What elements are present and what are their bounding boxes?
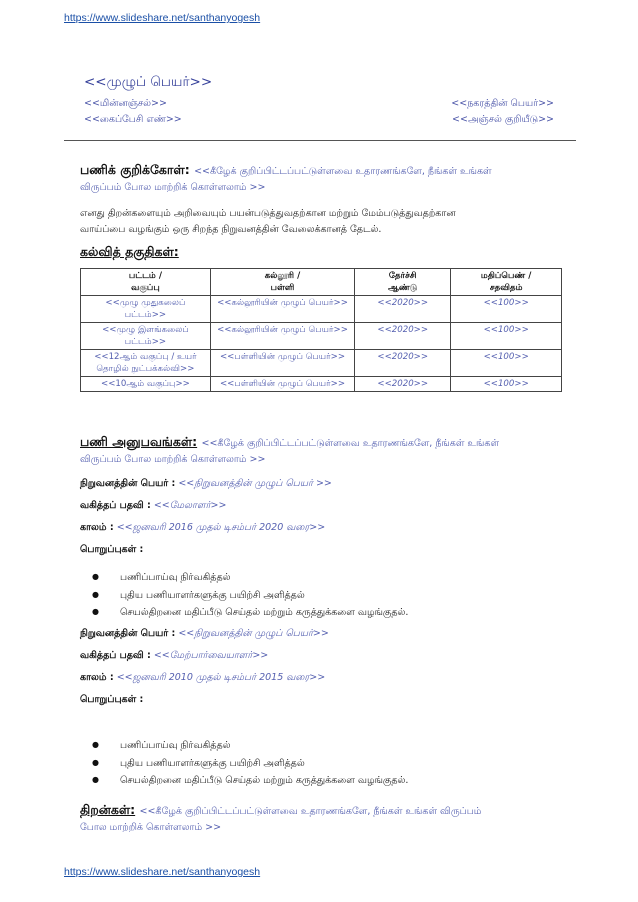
col-score [451, 269, 562, 296]
col-score-l2: சதவிதம் [489, 283, 523, 293]
job2-resp-label [80, 694, 143, 706]
experience-heading-text: பணி அனுபவங்கள்: [80, 434, 198, 449]
education-heading-text: கல்வித் தகுதிகள்: [80, 244, 179, 259]
school-cell: <<கல்லூரியின் முழுப் பெயர்>> [210, 296, 354, 323]
col-year [355, 269, 451, 296]
header-divider [64, 140, 576, 141]
score-cell: <<100>> [451, 377, 562, 392]
job1-period-value: <<ஜனவரி 2016 முதல் டிசம்பர் 2020 வரை>> [116, 522, 326, 533]
skills-heading-text: திறன்கள்: [80, 802, 136, 817]
score-cell: <<100>> [451, 323, 562, 350]
col-degree-l1: பட்டம் / [128, 271, 162, 281]
job2-org-label: நிறுவனத்தின் பெயர் : [80, 628, 176, 639]
school-cell: <<கல்லூரியின் முழுப் பெயர்>> [210, 323, 354, 350]
job2-role-label: வகித்தப் பதவி : [80, 650, 151, 661]
skills-heading [80, 802, 481, 819]
objective-note: <<கீழேக் குறிப்பிட்டப்பட்டுள்ளவை உதாரணங்களே, நீங்கள் உங்கள் [194, 166, 492, 177]
table-row [81, 323, 562, 350]
job1-role-value: <<மேலாளர்>> [153, 500, 227, 511]
objective-heading [80, 162, 492, 179]
list-item: ● புதிய பணியாளர்களுக்கு பயிற்சி அளித்தல் [92, 758, 408, 776]
school-cell: <<பள்ளியின் முழுப் பெயர்>> [210, 377, 354, 392]
job1-resp-list [92, 572, 408, 625]
year-cell: <<2020>> [355, 323, 451, 350]
col-degree [81, 269, 211, 296]
job1-org [80, 478, 332, 490]
pincode: <<அஞ்சல் குறியீடு>> [452, 114, 554, 125]
job1-org-label: நிறுவனத்தின் பெயர் : [80, 478, 176, 489]
table-row [81, 296, 562, 323]
city: <<நகரத்தின் பெயர்>> [451, 98, 554, 109]
col-school [210, 269, 354, 296]
email: <<மின்னஞ்சல்>> [84, 98, 167, 109]
job1-role [80, 500, 226, 512]
table-header-row [81, 269, 562, 296]
list-item: ● புதிய பணியாளர்களுக்கு பயிற்சி அளித்தல் [92, 590, 408, 608]
job2-role [80, 650, 268, 662]
experience-note-cont: விருப்பம் போல மாற்றிக் கொள்ளலாம் >> [80, 454, 266, 465]
table-row [81, 377, 562, 392]
job2-role-value: <<மேற்பார்வையாளர்>> [153, 650, 269, 661]
job2-resp-list [92, 740, 408, 793]
job1-period-label: காலம் : [80, 522, 114, 533]
list-item: ● பணிப்பாய்வு நிர்வகித்தல் [92, 740, 408, 758]
job1-resp-label-text: பொறுப்புகள் : [80, 544, 144, 555]
objective-line-2: வாய்ப்பை வழங்கும் ஒரு சிறந்த நிறுவனத்தின் வேலைக்கானத் தேடல். [80, 224, 382, 235]
job2-org-value: <<நிறுவனத்தின் முழுப் பெயர்>> [178, 628, 329, 639]
year-cell: <<2020>> [355, 296, 451, 323]
score-cell: <<100>> [451, 296, 562, 323]
year-cell: <<2020>> [355, 377, 451, 392]
col-school-l2: பள்ளி [270, 283, 295, 293]
job2-resp-label-text: பொறுப்புகள் : [80, 694, 144, 705]
education-heading [80, 244, 179, 261]
phone: <<கைப்பேசி எண்>> [84, 114, 182, 125]
job1-resp-label [80, 544, 143, 556]
bottom-url-link[interactable]: https://www.slideshare.net/santhanyogesh [64, 866, 261, 878]
list-item: ● பணிப்பாய்வு நிர்வகித்தல் [92, 572, 408, 590]
job1-org-value: <<நிறுவனத்தின் முழுப் பெயர் >> [178, 478, 332, 489]
objective-text [80, 206, 550, 238]
job2-org [80, 628, 329, 640]
degree-cell: <<முழு இளங்கலைப் பட்டம்>> [81, 323, 211, 350]
experience-note: <<கீழேக் குறிப்பிட்டப்பட்டுள்ளவை உதாரணங்களே, நீங்கள் உங்கள் [201, 438, 500, 449]
col-year-l2: ஆண்டு [388, 283, 418, 293]
table-row [81, 350, 562, 377]
objective-note-cont: விருப்பம் போல மாற்றிக் கொள்ளலாம் >> [80, 182, 266, 193]
experience-heading [80, 434, 499, 451]
degree-cell: <<12ஆம் வகுப்பு / உயர் தொழில் நுட்பக்கல்வி>> [81, 350, 211, 377]
job2-period-value: <<ஜனவரி 2010 முதல் டிசம்பர் 2015 வரை>> [116, 672, 326, 683]
degree-cell: <<முழு முதுகலைப் பட்டம்>> [81, 296, 211, 323]
objective-heading-text: பணிக் குறிக்கோள்: [80, 162, 190, 177]
list-item: ● செயல்திறனை மதிப்பீடு செய்தல் மற்றும் கருத்துக்களை வழங்குதல். [92, 607, 408, 625]
job2-period-label: காலம் : [80, 672, 114, 683]
objective-line-1: எனது திறன்களையும் அறிவையும் பயன்படுத்துவதற்கான மற்றும் மேம்படுத்துவதற்கான [80, 208, 456, 219]
school-cell: <<பள்ளியின் முழுப் பெயர்>> [210, 350, 354, 377]
col-score-l1: மதிப்பெண் / [480, 271, 532, 281]
degree-cell: <<10ஆம் வகுப்பு>> [81, 377, 211, 392]
skills-note: <<கீழேக் குறிப்பிட்டப்பட்டுள்ளவை உதாரணங்களே, நீங்கள் உங்கள் விருப்பம் [139, 806, 482, 817]
education-table [80, 268, 562, 392]
col-year-l1: தேர்ச்சி [388, 271, 417, 281]
top-url-link[interactable]: https://www.slideshare.net/santhanyogesh [64, 12, 261, 24]
job1-role-label: வகித்தப் பதவி : [80, 500, 151, 511]
full-name: <<முழுப் பெயர்>> [84, 74, 213, 90]
job1-period [80, 522, 325, 534]
skills-note-cont: போல மாற்றிக் கொள்ளலாம் >> [80, 822, 222, 833]
year-cell: <<2020>> [355, 350, 451, 377]
score-cell: <<100>> [451, 350, 562, 377]
list-item: ● செயல்திறனை மதிப்பீடு செய்தல் மற்றும் கருத்துக்களை வழங்குதல். [92, 775, 408, 793]
col-degree-l2: வகுப்பு [131, 283, 160, 293]
job2-period [80, 672, 325, 684]
col-school-l1: கல்லூரி / [264, 271, 301, 281]
